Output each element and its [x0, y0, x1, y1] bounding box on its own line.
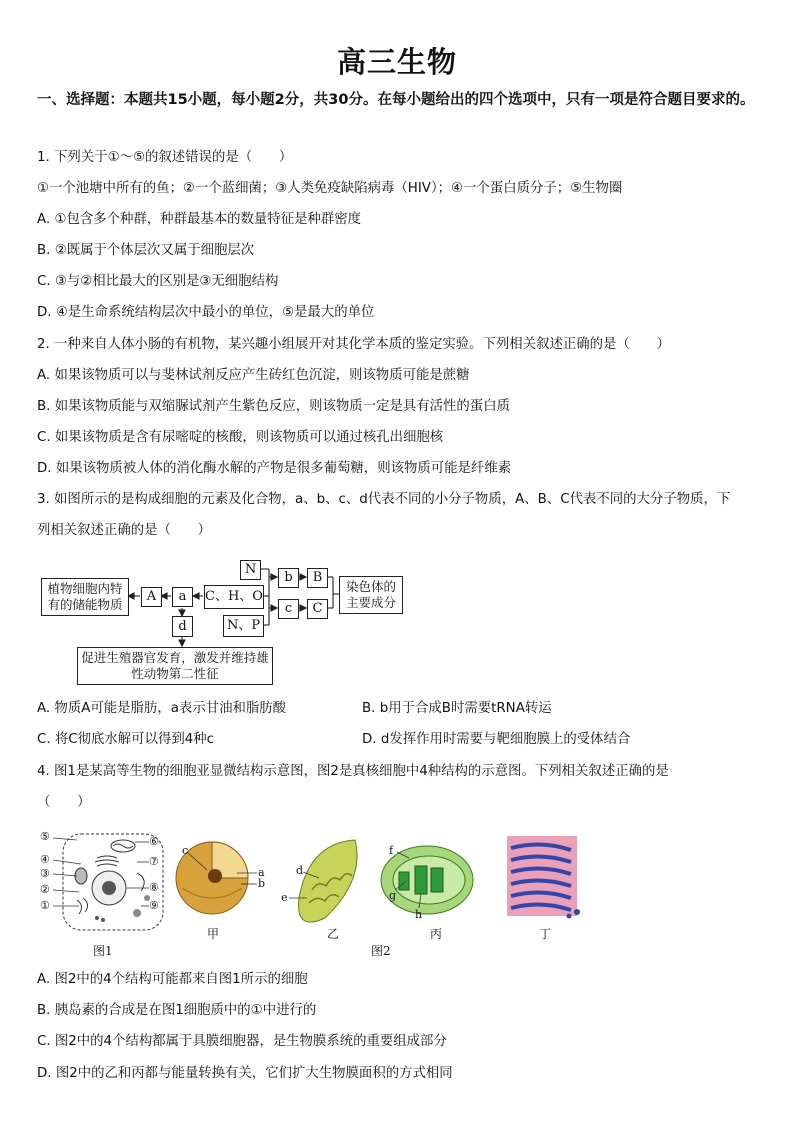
q3-option-c: C. 将C彻底水解可以得到4种c: [37, 732, 215, 747]
q1-items: ①一个池塘中所有的鱼；②一个蓝细菌；③人类免疫缺陷病毒（HIV）；④一个蛋白质分子；⑤生物圈: [37, 181, 623, 196]
macromolecule-A-box: A: [141, 587, 162, 607]
q4-figure-drawings: [37, 828, 597, 963]
fig1-label-1: ①: [40, 899, 50, 912]
fig1-label-2: ②: [40, 883, 50, 896]
q4-option-c: C. 图2中的4个结构都属于具膜细胞器，是生物膜系统的重要组成部分: [37, 1034, 447, 1049]
caption-bing: 丙: [430, 927, 443, 941]
q4-option-d: D. 图2中的乙和丙都与能量转换有关，它们扩大生物膜面积的方式相同: [37, 1066, 453, 1081]
q1-option-a: A. ①包含多个种群，种群最基本的数量特征是种群密度: [37, 212, 362, 227]
q3-stem-line2: 列相关叙述正确的是（ ）: [37, 523, 212, 538]
yi-label-d: d: [296, 864, 304, 877]
caption-yi: 乙: [327, 927, 340, 941]
hormone-function-box: 促进生殖器官发育，激发并维持雄性动物第二性征: [77, 647, 273, 685]
q2-option-c: C. 如果该物质是含有尿嘧啶的核酸，则该物质可以通过核孔出细胞核: [37, 430, 444, 445]
q1-option-c: C. ③与②相比最大的区别是③无细胞结构: [37, 274, 279, 289]
small-molecule-a-box: a: [172, 587, 193, 607]
chromosome-component-box: 染色体的主要成分: [339, 576, 403, 614]
fig1-label-5: ⑤: [40, 830, 50, 843]
storage-substance-box: 植物细胞内特有的储能物质: [41, 578, 129, 616]
q3-option-a: A. 物质A可能是脂肪，a表示甘油和脂肪酸: [37, 701, 287, 716]
fig1-label-8: ⑧: [149, 881, 159, 894]
fig1-label-4: ④: [40, 853, 50, 866]
q2-stem: 2. 一种来自人体小肠的有机物，某兴趣小组展开对其化学本质的鉴定实验。下列相关叙述正确的是（ ）: [37, 337, 670, 352]
q3-stem-line1: 3. 如图所示的是构成细胞的元素及化合物，a、b、c、d代表不同的小分子物质，A、B、C代表不同的大分子物质，下: [37, 492, 731, 507]
q3-option-b: B. b用于合成B时需要tRNA转运: [362, 701, 552, 716]
fig1-cell-drawing: [53, 834, 163, 930]
q1-option-b: B. ②既属于个体层次又属于细胞层次: [37, 243, 255, 258]
small-molecule-d-box: d: [172, 616, 193, 637]
q2-option-d: D. 如果该物质被人体的消化酶水解的产物是很多葡萄糖，则该物质可能是纤维素: [37, 461, 512, 476]
q4-stem: 4. 图1是某高等生物的细胞亚显微结构示意图，图2是真核细胞中4种结构的示意图。下列相关叙述正确的是: [37, 764, 669, 779]
jia-label-c: c: [182, 844, 189, 857]
macromolecule-B-box: B: [307, 568, 328, 588]
element-np-box: N、P: [223, 615, 264, 637]
page-title: 高三生物: [336, 45, 457, 79]
q1-stem: 1. 下列关于①～⑤的叙述错误的是（ ）: [37, 150, 293, 165]
bing-label-g: g: [389, 889, 397, 902]
small-molecule-b-box: b: [278, 568, 299, 588]
yi-label-e: e: [281, 891, 288, 904]
macromolecule-C-box: C: [307, 599, 328, 619]
arrowhead: [193, 593, 199, 599]
q1-option-d: D. ④是生命系统结构层次中最小的单位，⑤是最大的单位: [37, 305, 375, 320]
fig1-label-3: ③: [40, 867, 50, 880]
bing-chloroplast-drawing: [381, 846, 473, 914]
bing-label-f: f: [389, 844, 394, 857]
q4-option-b: B. 胰岛素的合成是在图1细胞质中的①中进行的: [37, 1003, 317, 1018]
caption-fig2: 图2: [371, 944, 391, 958]
caption-ding: 丁: [539, 927, 552, 941]
q3-option-d: D. d发挥作用时需要与靶细胞膜上的受体结合: [362, 732, 631, 747]
caption-jia: 甲: [207, 927, 220, 941]
q3-diagram: [37, 552, 417, 687]
jia-label-a: a: [258, 866, 265, 879]
caption-fig1: 图1: [93, 944, 113, 958]
q4-figures: [37, 828, 597, 963]
jia-label-b: b: [258, 877, 266, 890]
yi-mitochondrion-drawing: [289, 840, 357, 922]
fig1-label-6: ⑥: [149, 835, 159, 848]
fig1-label-9: ⑨: [149, 899, 159, 912]
element-n-box: N: [240, 560, 261, 580]
q4-option-a: A. 图2中的4个结构可能都来自图1所示的细胞: [37, 972, 308, 987]
ding-endomembrane-drawing: [507, 836, 580, 919]
q2-option-b: B. 如果该物质能与双缩脲试剂产生紫色反应，则该物质一定是具有活性的蛋白质: [37, 399, 510, 414]
q2-option-a: A. 如果该物质可以与斐林试剂反应产生砖红色沉淀，则该物质可能是蔗糖: [37, 368, 470, 383]
element-cho-box: C、H、O: [204, 585, 264, 609]
bing-label-h: h: [415, 908, 423, 921]
section-heading: 一、选择题：本题共15小题，每小题2分，共30分。在每小题给出的四个选项中，只有一项是符合题目要求的。: [37, 92, 755, 108]
fig1-label-7: ⑦: [149, 855, 159, 868]
small-molecule-c-box: c: [278, 599, 299, 619]
q4-stem-paren: （ ）: [37, 795, 91, 810]
